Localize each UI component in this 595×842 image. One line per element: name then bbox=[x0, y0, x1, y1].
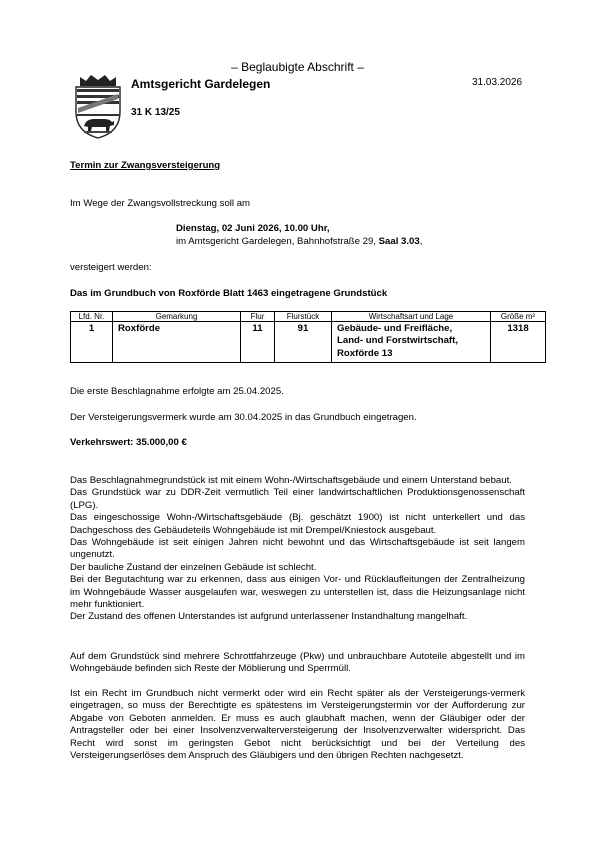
table-header-row bbox=[71, 312, 546, 322]
property-heading: Das im Grundbuch von Roxförde Blatt 1463 eingetragene Grundstück bbox=[70, 288, 388, 299]
page-title: Termin zur Zwangsversteigerung bbox=[70, 160, 221, 171]
column-header: Flur bbox=[241, 312, 275, 322]
wirtschaftsart-line: Gebäude- und Freifläche, bbox=[337, 323, 453, 334]
cell-gemarkung: Roxförde bbox=[113, 322, 241, 363]
description-paragraph: Das Beschlagnahmegrundstück ist mit einem Wohn-/Wirtschaftsgebäude und einem Unterstand bebaut. bbox=[70, 475, 512, 486]
wirtschaftsart-line: Land- und Forstwirtschaft, bbox=[337, 335, 458, 347]
column-header: Wirtschaftsart und Lage bbox=[332, 312, 491, 322]
location-suffix: , bbox=[419, 236, 423, 247]
appointment-date: Dienstag, 02 Juni 2026, 10.00 Uhr, bbox=[176, 223, 330, 234]
description-paragraph: Das Grundstück war zu DDR-Zeit vermutlich Teil einer landwirtschaftlichen Produktionsgenossenschaft (LPG). bbox=[70, 487, 525, 511]
table-row bbox=[71, 322, 546, 363]
column-header: Lfd. Nr. bbox=[71, 312, 113, 322]
column-header: Gemarkung bbox=[113, 312, 241, 322]
description-paragraph: Der bauliche Zustand der einzelnen Gebäude ist schlecht. bbox=[70, 561, 317, 573]
property-table bbox=[70, 311, 546, 363]
certified-copy-notice: – Beglaubigte Abschrift – bbox=[231, 60, 364, 74]
property-description bbox=[70, 475, 525, 624]
court-name: Amtsgericht Gardelegen bbox=[131, 77, 271, 91]
cell-groesse: 1318 bbox=[491, 322, 546, 363]
description-paragraph: Das eingeschossige Wohn-/Wirtschaftsgebäude (Bj. geschätzt 1900) ist nicht unterkellert und das Dachgeschoss des Gebäudeteils Wohngebäude ist mit Drempel/Kniestock ausgebaut. bbox=[70, 512, 525, 536]
case-number: 31 K 13/25 bbox=[131, 107, 180, 118]
scrap-notice: Auf dem Grundstück sind mehrere Schrottfahrzeuge (Pkw) und unbrauchbare Autoteile abgestellt und im Wohngebäude befinden sich Reste der Möblierung und Sperrmüll. bbox=[70, 651, 525, 675]
appointment-location bbox=[176, 236, 422, 247]
wirtschaftsart-line: Roxförde 13 bbox=[337, 347, 393, 359]
seizure-date-text: Die erste Beschlagnahme erfolgte am 25.04.2025. bbox=[70, 386, 284, 397]
cell-wirtschaftsart bbox=[332, 322, 491, 363]
registration-text: Der Versteigerungsvermerk wurde am 30.04.2025 in das Grundbuch eingetragen. bbox=[70, 412, 417, 423]
coat-of-arms-icon bbox=[72, 74, 124, 140]
description-paragraph: Bei der Begutachtung war zu erkennen, dass aus einigen Vor- und Rücklaufleitungen der Zentralheizung im Wohngebäude Wasser ausgelaufen war, weswegen zu unterstellen ist, dass die Heizungsanlage nicht mehr funktioniert. bbox=[70, 574, 525, 611]
column-header: Flurstück bbox=[275, 312, 332, 322]
document-date: 31.03.2026 bbox=[472, 77, 523, 88]
rights-notice: Ist ein Recht im Grundbuch nicht vermerkt oder wird ein Recht später als der Versteigerungs-vermerk eingetragen, so muss der Berechtigte es spätestens im Versteigerungstermin vor der Aufforderung zur Abgabe von Geboten anmelden. Er muss es auch glaubhaft machen, wenn der Gläubiger oder der Antragsteller oder bei einer Insolvenzverwalterversteigerung der Insolvenzverwalter widerspricht. Das Recht wird sonst im geringsten Gebot nicht berücksichtigt und bei der Verteilung des Versteigerungserlöses dem Anspruch des Gläubigers und den übrigen Rechten nachgesetzt. bbox=[70, 688, 525, 762]
description-paragraph: Das Wohngebäude ist seit einigen Jahren nicht bewohnt und das Wirtschaftsgebäude ist seit langem ungenutzt. bbox=[70, 537, 525, 561]
cell-lfd-nr: 1 bbox=[71, 322, 113, 363]
column-header: Größe m² bbox=[491, 312, 546, 322]
intro-text: Im Wege der Zwangsvollstreckung soll am bbox=[70, 198, 251, 209]
cell-flur: 11 bbox=[241, 322, 275, 363]
description-paragraph: Der Zustand des offenen Unterstandes ist aufgrund unterlassener Instandhaltung mangelhaft. bbox=[70, 611, 468, 623]
auction-text: versteigert werden: bbox=[70, 262, 152, 273]
room-number: Saal 3.03 bbox=[378, 236, 420, 247]
cell-flurstueck: 91 bbox=[275, 322, 332, 363]
market-value: Verkehrswert: 35.000,00 € bbox=[70, 437, 187, 448]
location-prefix: im Amtsgericht Gardelegen, Bahnhofstraße 29, bbox=[176, 236, 376, 247]
